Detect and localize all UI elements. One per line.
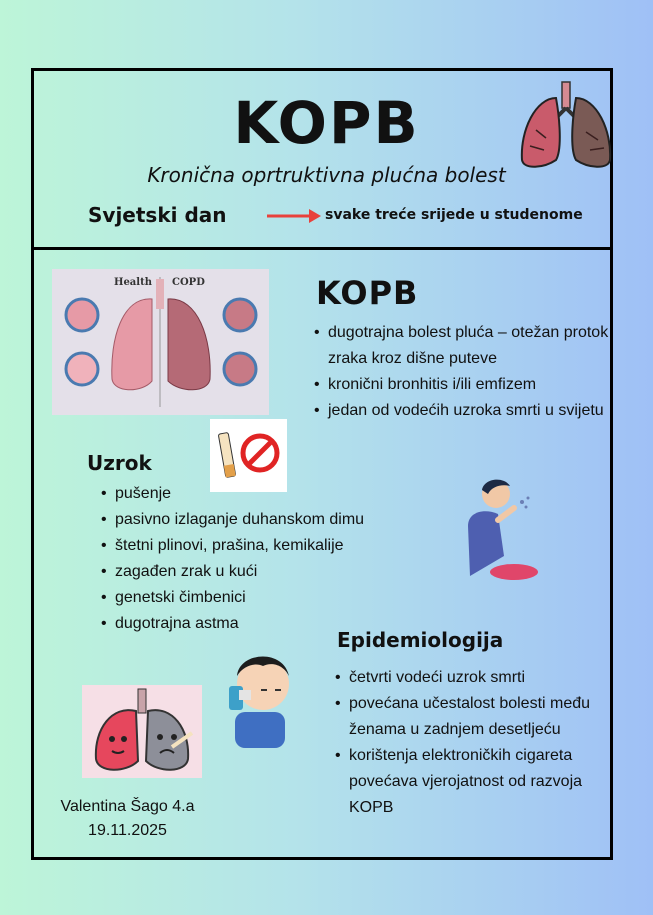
list-item: • štetni plinovi, prašina, kemikalije — [101, 533, 421, 559]
header-divider — [31, 247, 613, 250]
poster-subtitle: Kronična oprtruktivna plućna bolest — [147, 163, 506, 187]
health-label: Health — [114, 277, 152, 288]
kopb-list — [314, 320, 614, 424]
list-item: • korištenja elektroničkih cigareta povećava vjerojatnost od razvoja KOPB — [335, 743, 615, 821]
list-item: • četvrti vodeći uzrok smrti — [335, 665, 615, 691]
list-item: • dugotrajna astma — [101, 611, 421, 637]
list-item: • pasivno izlaganje duhanskom dimu — [101, 507, 421, 533]
coughing-person-icon — [458, 476, 540, 582]
list-item: • kronični bronhitis i/ili emfizem — [314, 372, 614, 398]
list-item: • dugotrajna bolest pluća – otežan protok zraka kroz dišne puteve — [314, 320, 614, 372]
kopb-heading: KOPB — [316, 274, 419, 312]
poster-title: KOPB — [233, 89, 420, 157]
sad-lungs-icon — [82, 685, 202, 778]
list-item: • zagađen zrak u kući — [101, 559, 421, 585]
author-date: 19.11.2025 — [88, 822, 167, 839]
epidemiology-heading: Epidemiologija — [337, 628, 504, 652]
world-day-label: Svjetski dan — [88, 203, 227, 227]
list-item: • pušenje — [101, 481, 421, 507]
arrow-right-icon — [265, 207, 323, 225]
world-day-text: svake treće srijede u studenome — [325, 207, 583, 223]
lungs-icon — [516, 80, 616, 172]
copd-illustration — [52, 269, 269, 415]
list-item: • genetski čimbenici — [101, 585, 421, 611]
copd-label: COPD — [172, 277, 205, 288]
author-name: Valentina Šago 4.a — [60, 798, 195, 815]
author-block — [45, 795, 210, 843]
uzrok-heading: Uzrok — [87, 451, 152, 475]
uzrok-list — [101, 481, 421, 637]
list-item: • jedan od vodećih uzroka smrti u svijetu — [314, 398, 614, 424]
epidemiology-list — [335, 665, 615, 821]
inhaler-child-icon — [225, 642, 295, 748]
list-item: • povećana učestalost bolesti među ženama u zadnjem desetljeću — [335, 691, 615, 743]
